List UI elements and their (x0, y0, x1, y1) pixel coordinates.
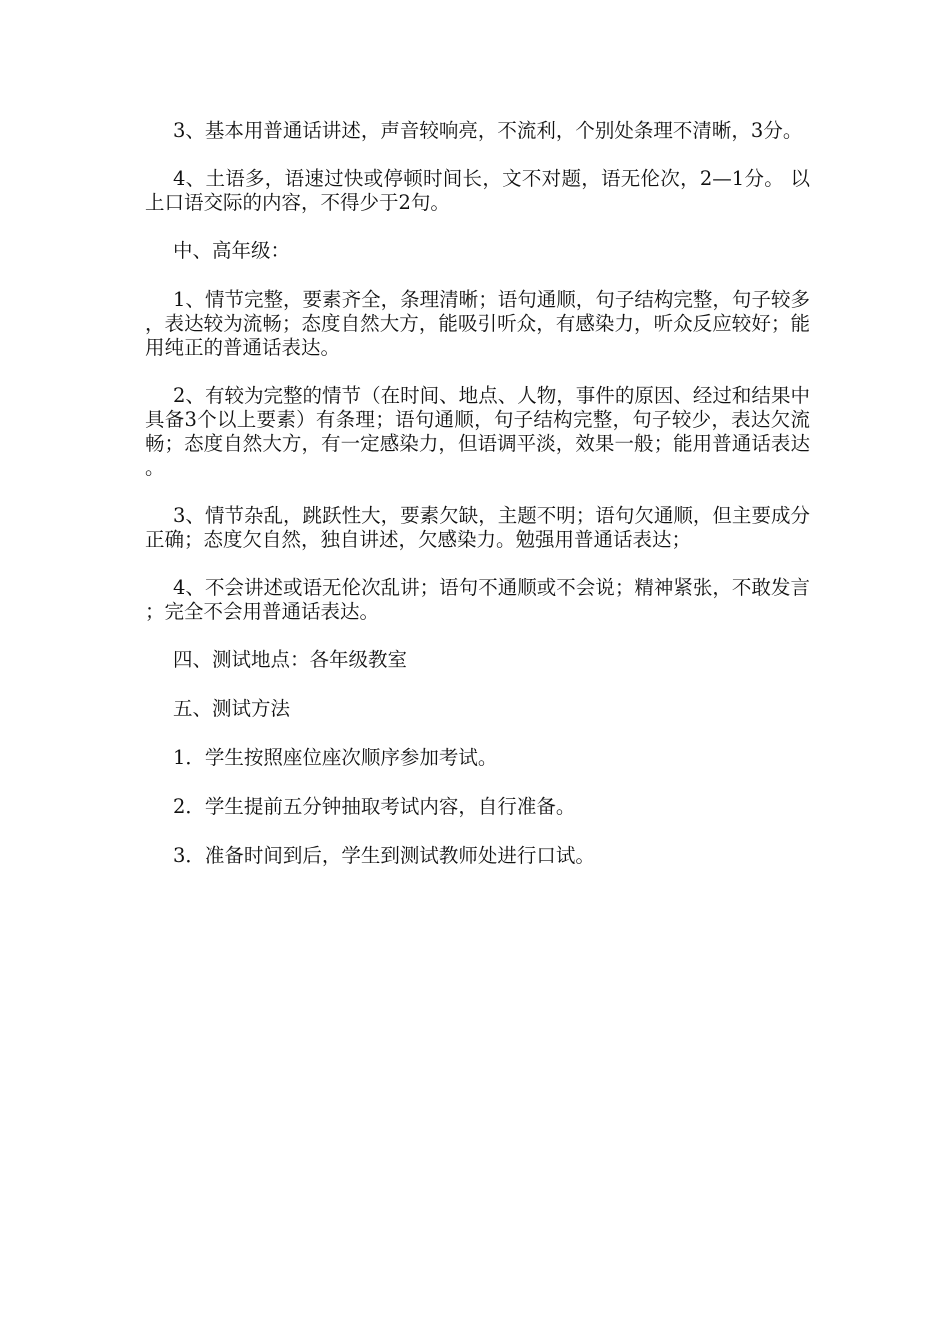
paragraph-criterion-2: 2、有较为完整的情节（在时间、地点、人物，事件的原因、经过和结果中具备3个以上要素）有条理；语句通顺，句子结构完整，句子较少，表达欠流畅；态度自然大方，有一定感染力，但语调平淡，效果一般；能用普通话表达。 (145, 384, 810, 479)
document-page (145, 119, 810, 893)
method-step-3: 3．准备时间到后，学生到测试教师处进行口试。 (173, 844, 595, 867)
method-step-2: 2．学生提前五分钟抽取考试内容，自行准备。 (173, 795, 576, 818)
paragraph-criterion-4: 4、不会讲述或语无伦次乱讲；语句不通顺或不会说；精神紧张，不敢发言；完全不会用普通话表达。 (145, 576, 810, 623)
paragraph-criterion-3: 3、情节杂乱，跳跃性大，要素欠缺，主题不明；语句欠通顺，但主要成分正确；态度欠自然，独自讲述，欠感染力。勉强用普通话表达； (145, 504, 810, 551)
section-heading-mid-upper-grades: 中、高年级： (173, 239, 291, 262)
paragraph-score-3: 3、基本用普通话讲述，声音较响亮，不流利，个别处条理不清晰，3分。 (173, 119, 803, 142)
paragraph-score-4: 4、土语多，语速过快或停顿时间长，文不对题，语无伦次，2—1分。 以上口语交际的内容，不得少于2句。 (145, 167, 810, 214)
section-heading-test-method: 五、测试方法 (173, 697, 291, 720)
paragraph-criterion-1: 1、情节完整，要素齐全，条理清晰；语句通顺，句子结构完整，句子较多，表达较为流畅；态度自然大方，能吸引听众，有感染力，听众反应较好；能用纯正的普通话表达。 (145, 288, 810, 359)
section-heading-test-location: 四、测试地点：各年级教室 (173, 648, 408, 671)
method-step-1: 1．学生按照座位座次顺序参加考试。 (173, 746, 498, 769)
